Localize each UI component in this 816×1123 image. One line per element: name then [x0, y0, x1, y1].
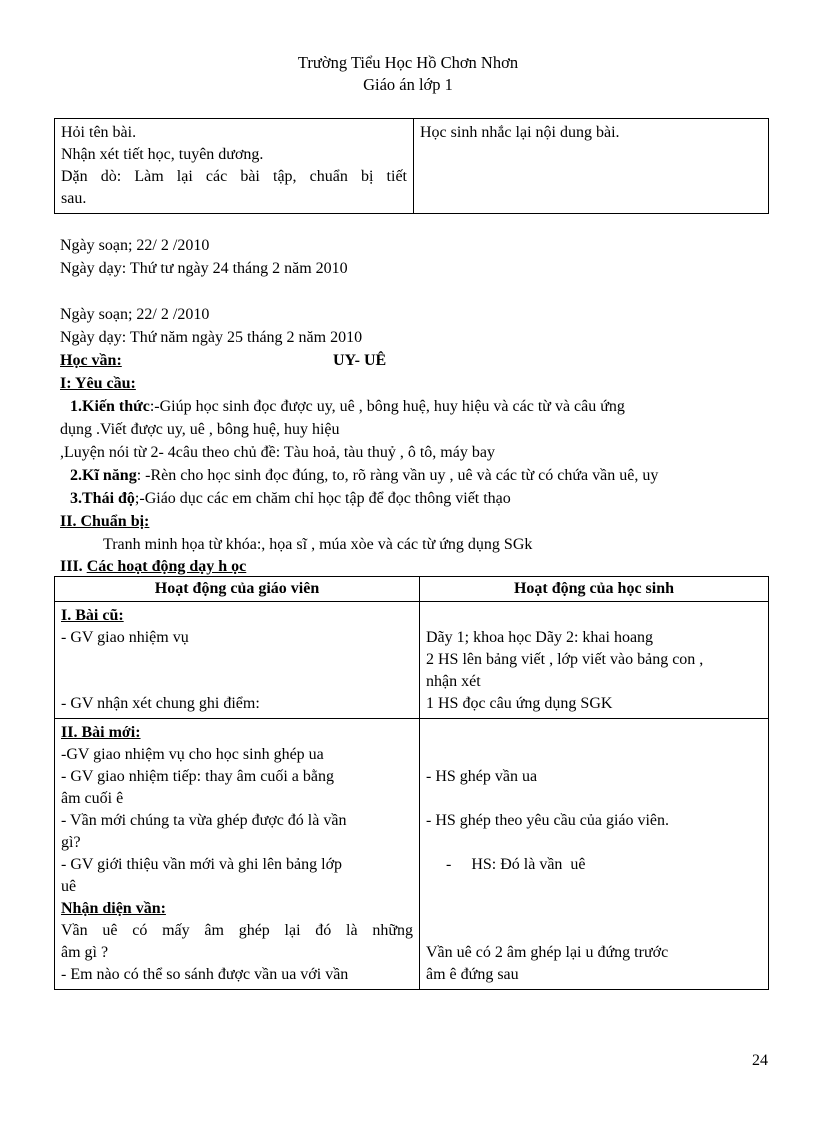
teacher-activity: Vần uê có mấy âm ghép lại đó là những — [61, 922, 413, 939]
new-lesson-heading: II. Bài mới: — [61, 724, 141, 741]
teacher-activity: âm cuối ê — [61, 790, 124, 807]
activities-heading-number: III. — [60, 558, 87, 575]
student-column-header: Hoạt động của học sinh — [420, 577, 769, 602]
summary-line: Nhận xét tiết học, tuyên dương. — [61, 146, 264, 163]
teacher-activity: - GV giao nhiệm tiếp: thay âm cuối a bằng — [61, 768, 334, 785]
new-lesson-teacher-cell — [55, 719, 420, 990]
activities-heading-text: Các hoạt động dạy h ọc — [86, 558, 247, 575]
date-prepared-2: Ngày soạn; 22/ 2 /2010 — [60, 306, 210, 323]
summary-line: Dặn dò: Làm lại các bài tập, chuẩn bị tiết — [61, 168, 407, 185]
preparation-heading: II. Chuẩn bị: — [60, 513, 150, 530]
attitude-text: ;-Giáo dục các em chăm chỉ học tập để đọc thông viết thạo — [134, 490, 511, 507]
requirements-heading: I: Yêu cầu: — [60, 375, 136, 392]
attitude-label: 3.Thái độ — [70, 490, 135, 507]
teacher-activity: - GV nhận xét chung ghi điểm: — [61, 695, 260, 712]
old-lesson-student-cell — [420, 602, 769, 719]
teacher-column-header: Hoạt động của giáo viên — [55, 577, 420, 602]
old-lesson-heading: I. Bài cũ: — [61, 607, 124, 624]
page-header — [0, 52, 816, 96]
old-lesson-teacher-cell — [55, 602, 420, 719]
summary-right-cell: Học sinh nhắc lại nội dung bài. — [414, 119, 769, 214]
student-activity: nhận xét — [426, 673, 481, 690]
teacher-activity: - Vần mới chúng ta vừa ghép được đó là vần — [61, 812, 347, 829]
teacher-activity: -GV giao nhiệm vụ cho học sinh ghép ua — [61, 746, 324, 763]
skill-text: : -Rèn cho học sinh đọc đúng, to, rõ ràng vần uy , uê và các từ có chứa vần uê, uy — [136, 467, 659, 484]
preparation-text: Tranh minh họa từ khóa:, họa sĩ , múa xòe và các từ ứng dụng SGk — [103, 536, 533, 553]
knowledge-line — [70, 396, 625, 418]
teacher-activity: uê — [61, 878, 77, 895]
knowledge-label: 1.Kiến thức — [70, 398, 150, 415]
summary-left-cell — [55, 119, 414, 214]
attitude-line — [70, 488, 511, 510]
teacher-activity: - GV giao nhiệm vụ — [61, 629, 189, 646]
knowledge-line-2: dụng .Viết được uy, uê , bông huệ, huy hiệu — [60, 421, 340, 438]
student-activity: - HS ghép theo yêu cầu của giáo viên. — [426, 812, 670, 829]
subject-label: Học vần: — [60, 352, 122, 369]
lesson-title: UY- UÊ — [333, 352, 387, 369]
student-activity: - HS ghép vần ua — [426, 768, 538, 785]
teacher-activity: âm gì ? — [61, 944, 109, 961]
skill-line — [70, 465, 658, 487]
student-activity: Dãy 1; khoa học Dãy 2: khai hoang — [426, 629, 654, 646]
summary-table — [54, 118, 769, 214]
skill-label: 2.Kĩ năng — [70, 467, 137, 484]
vowel-recognition-heading: Nhận diện vần: — [61, 900, 166, 917]
new-lesson-student-cell — [420, 719, 769, 990]
student-activity: Vần uê có 2 âm ghép lại u đứng trước — [426, 944, 669, 961]
teacher-activity: - GV giới thiệu vần mới và ghi lên bảng lớp — [61, 856, 343, 873]
activities-heading — [60, 556, 246, 578]
student-activity: âm ê đứng sau — [426, 966, 519, 983]
date-taught-2: Ngày dạy: Thứ năm ngày 25 tháng 2 năm 2010 — [60, 329, 363, 346]
activities-table — [54, 576, 769, 990]
page-number: 24 — [752, 1052, 768, 1069]
student-activity: 2 HS lên bảng viết , lớp viết vào bảng con , — [426, 651, 704, 668]
student-activity: 1 HS đọc câu ứng dụng SGK — [426, 695, 613, 712]
teacher-activity: gì? — [61, 834, 81, 851]
date-prepared-1: Ngày soạn; 22/ 2 /2010 — [60, 237, 210, 254]
knowledge-text: :-Giúp học sinh đọc được uy, uê , bông huệ, huy hiệu và các từ và câu ứng — [149, 398, 625, 415]
knowledge-line-3: ,Luyện nói từ 2- 4câu theo chủ đề: Tàu hoả, tàu thuỷ , ô tô, máy bay — [60, 444, 495, 461]
student-activity: - HS: Đó là vần uê — [426, 856, 586, 873]
date-taught-1: Ngày dạy: Thứ tư ngày 24 tháng 2 năm 2010 — [60, 260, 348, 277]
class-subtitle: Giáo án lớp 1 — [363, 75, 453, 94]
school-name: Trường Tiểu Học Hồ Chơn Nhơn — [297, 53, 519, 72]
summary-line: sau. — [61, 190, 87, 207]
teacher-activity: - Em nào có thể so sánh được vần ua với vần — [61, 966, 349, 983]
summary-line: Hỏi tên bài. — [61, 124, 137, 141]
